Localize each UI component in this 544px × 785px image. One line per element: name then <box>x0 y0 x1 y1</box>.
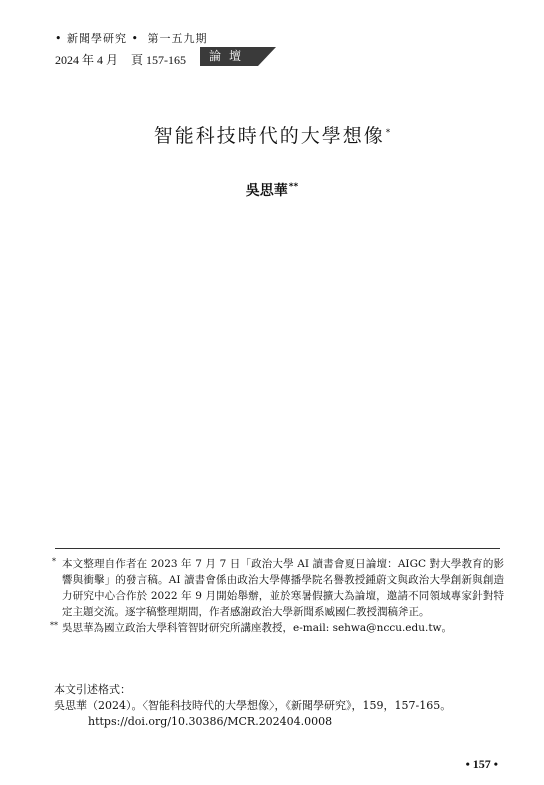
page-range: 頁 157-165 <box>131 53 187 67</box>
article-title <box>0 121 544 148</box>
section-tab-arrow <box>258 47 276 66</box>
citation-block <box>54 682 506 730</box>
author-name: 吳思華 <box>245 183 288 199</box>
journal-header <box>55 30 211 46</box>
page-number: • 157 • <box>465 757 498 771</box>
footnote-text: 本文整理自作者在 2023 年 7 月 7 日「政治大學 AI 讀書會夏日論壇：AIGC 對大學教育的影響與衝擊」的發言稿。AI 讀書會係由政治大學傳播學院名譽教授鍾蔚文與政治大學創新與創造力研究中心合作於 2022 年 9 月開始舉辦，並於寒暑假擴大為論壇，邀請不同領域專家針對特定主題交流。逐字稿整理期間，作者感謝政治大學新聞系臧國仁教授潤稿斧正。 <box>62 558 504 618</box>
article-author <box>0 180 544 200</box>
title-text: 智能科技時代的大學想像 <box>153 125 385 147</box>
footnote-divider <box>55 548 500 549</box>
citation-text: 吳思華（2024）。〈智能科技時代的大學想像〉，《新聞學研究》，159，157-165。https://doi.org/10.30386/MCR.202404.0008 <box>54 699 452 728</box>
issue-number: 第一五九期 <box>147 32 208 45</box>
footnote-item <box>52 556 504 620</box>
publication-info <box>55 51 196 68</box>
author-footnote-mark: ** <box>288 182 299 193</box>
section-label: 論壇 <box>200 47 258 66</box>
footnotes <box>52 556 504 636</box>
journal-name: • 新聞學研究 • <box>55 32 139 45</box>
title-footnote-mark: * <box>385 127 391 138</box>
publication-date: 2024 年 4 月 <box>55 53 119 67</box>
citation-label: 本文引述格式： <box>54 683 131 696</box>
footnote-item <box>52 620 504 636</box>
footnote-mark: * <box>52 557 56 566</box>
footnote-text: 吳思華為國立政治大學科管智財研究所講座教授，e-mail: sehwa@nccu.edu.tw。 <box>62 622 453 634</box>
footnote-mark: ** <box>50 621 58 630</box>
